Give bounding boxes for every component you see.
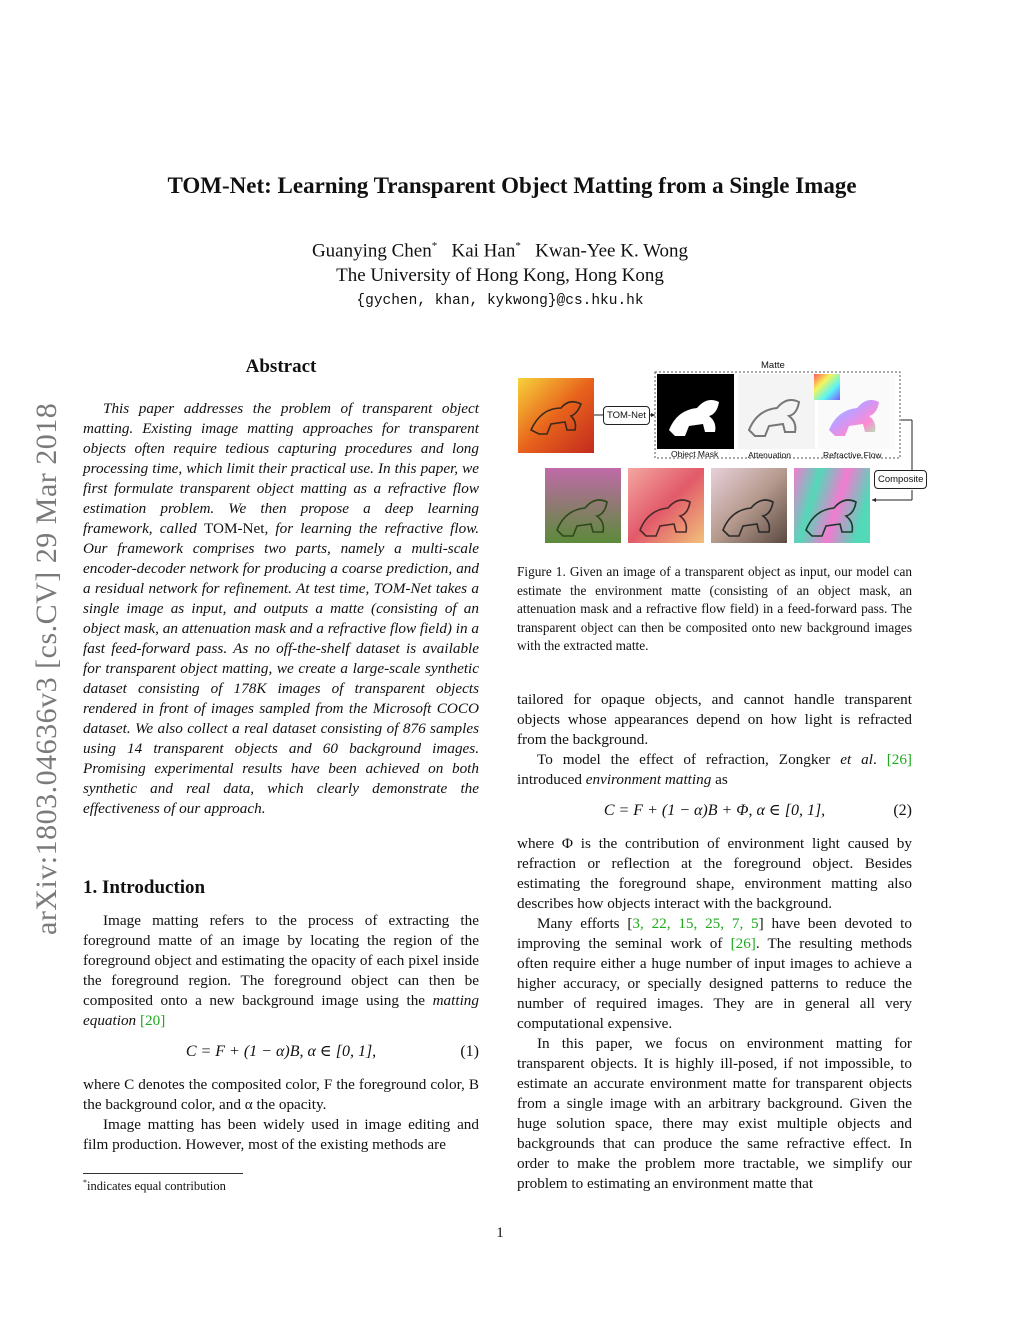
abstract-heading: Abstract [245, 356, 317, 377]
paragraph: where Φ is the contribution of environment light caused by refraction or reflection at the foreground object. Besides estimating the foreground shape, environment matting also describes how objects interact with the background. [517, 835, 912, 912]
equation-body: C = F + (1 − α)B + Φ, α ∈ [0, 1], [603, 802, 826, 819]
composite-box: Composite [874, 470, 927, 489]
matte-label: Matte [761, 360, 785, 371]
figure-1-caption: Figure 1. Given an image of a transparent object as input, our model can estimate the environment matte (consisting of an object mask, an attenuation mask and a refractive flow field) in a feed-forward pass. The transparent object can then be composited onto new background images with the extracted matte. [517, 564, 912, 653]
equation-body: C = F + (1 − α)B, α ∈ [0, 1], [185, 1043, 377, 1060]
abstract-text [83, 399, 479, 819]
arxiv-identifier: arXiv:1803.04636v3 [cs.CV] 29 Mar 2018 [30, 402, 63, 935]
tomnet-name: TOM-Net [204, 520, 265, 537]
paragraph [517, 750, 912, 790]
equal-contribution-mark: * [431, 240, 438, 252]
footnote [83, 1178, 226, 1194]
footnote-rule [83, 1173, 243, 1174]
figure-1-diagram [517, 360, 929, 560]
footnote-text: indicates equal contribution [87, 1179, 226, 1194]
author-list [0, 240, 1000, 262]
emphasis: environment matting [585, 771, 712, 788]
emphasis: et al [840, 751, 873, 768]
equation-1 [83, 1031, 479, 1075]
section-heading-introduction: 1. Introduction [83, 877, 206, 898]
author-name: Kwan-Yee K. Wong [535, 240, 689, 262]
equation-number: (1) [460, 1043, 479, 1060]
text-run: introduced [517, 771, 586, 788]
paragraph: tailored for opaque objects, and cannot handle transparent objects whose appearances depend on how light is refracted from the background. [517, 691, 912, 748]
citation-link[interactable]: [20] [139, 1012, 166, 1029]
attenuation-label: Attenuation [748, 450, 792, 460]
citation-link[interactable]: [26] [886, 751, 912, 768]
text-run: . The resulting methods often require either a huge number of input images to achieve a higher accuracy, or specially designed patterns to reduce the number of required images. They are in general all very computational expensive. [517, 935, 912, 1032]
input-image [518, 378, 594, 453]
text-run: . [872, 751, 887, 768]
composite-image-4 [794, 468, 870, 543]
introduction-text [83, 911, 479, 1155]
composite-image-3 [711, 468, 787, 543]
text-run: ] have been devoted to improving the seminal work of [517, 915, 912, 952]
object-mask-label: Object Mask [671, 449, 719, 459]
author-email: {gychen, khan, kykwong}@cs.hku.hk [356, 293, 644, 309]
equation-number: (2) [893, 802, 912, 819]
paragraph [517, 914, 912, 1034]
author-name: Kai Han [451, 240, 516, 262]
paper-title: TOM-Net: Learning Transparent Object Matting from a Single Image [167, 173, 857, 198]
text-run: Many efforts [ [537, 915, 633, 932]
equation-2 [517, 790, 912, 834]
tomnet-box: TOM-Net [603, 406, 650, 425]
footnote-mark: * [83, 1178, 87, 1187]
paragraph [83, 911, 479, 1031]
text-run: Image matting refers to the process of extracting the foreground matte of an image by locating the region of the foreground object and estimating the opacity of each pixel inside the foreground region. The foreground object can then be composited onto a new background image using the [83, 912, 479, 1009]
equal-contribution-mark: * [515, 240, 521, 252]
attenuation-image [738, 374, 815, 449]
flow-color-wheel [814, 374, 840, 400]
text-run: as [711, 771, 728, 788]
abstract-part: This paper addresses the problem of transparent object matting. Existing image matting approaches for transparent objects often require tedious capturing procedures and long processing time, which limit their practical use. In this paper, we first formulate transparent object matting as a refractive flow estimation problem. We then propose a deep learning framework, called [83, 400, 479, 537]
composite-image-1 [545, 468, 621, 543]
paragraph: In this paper, we focus on environment matting for transparent objects. It is highly ill-posed, if not impossible, to estimate an accurate environment matte for transparent objects from a single image with an arbitrary background. Given the huge solution space, there may exist multiple objects and backgrounds that can produce the same refractive effect. In order to make the problem more tractable, we simplify our problem to estimating an environment matte that [517, 1035, 912, 1192]
figure-1 [517, 360, 929, 560]
paragraph: where C denotes the composited color, F the foreground color, B the background color, and α the opacity. [83, 1076, 479, 1113]
paragraph: Image matting has been widely used in image editing and film production. However, most of the existing methods are [83, 1116, 479, 1153]
right-column-text [517, 690, 912, 1194]
refractive-flow-label: Refractive Flow [823, 450, 882, 460]
author-name: Guanying Chen [311, 240, 432, 262]
citation-link[interactable]: 3, 22, 15, 25, 7, 5 [632, 915, 759, 932]
text-run: To model the effect of refraction, Zongker [537, 751, 841, 768]
composite-image-2 [628, 468, 704, 543]
abstract-part: , for learning the refractive flow. Our framework comprises two parts, namely a multi-scale encoder-decoder network for producing a coarse prediction, and a residual network for refinement. At test time, TOM-Net takes a single image as input, and outputs a matte (consisting of an object mask, an attenuation mask and a refractive flow field) in a fast feed-forward pass. As no off-the-shelf dataset is available for transparent object matting, we create a large-scale synthetic dataset consisting of 178K images of transparent objects rendered in front of images sampled from the Microsoft COCO dataset. We also collect a real dataset consisting of 876 samples using 14 transparent objects and 60 background images. Promising experimental results have been achieved on both synthetic and real data, which clearly demonstrate the effectiveness of our approach. [83, 520, 479, 817]
emphasis: matting equation [83, 992, 479, 1029]
citation-link[interactable]: [26] [730, 935, 756, 952]
affiliation: The University of Hong Kong, Hong Kong [336, 265, 664, 286]
page-number: 1 [496, 1225, 504, 1241]
